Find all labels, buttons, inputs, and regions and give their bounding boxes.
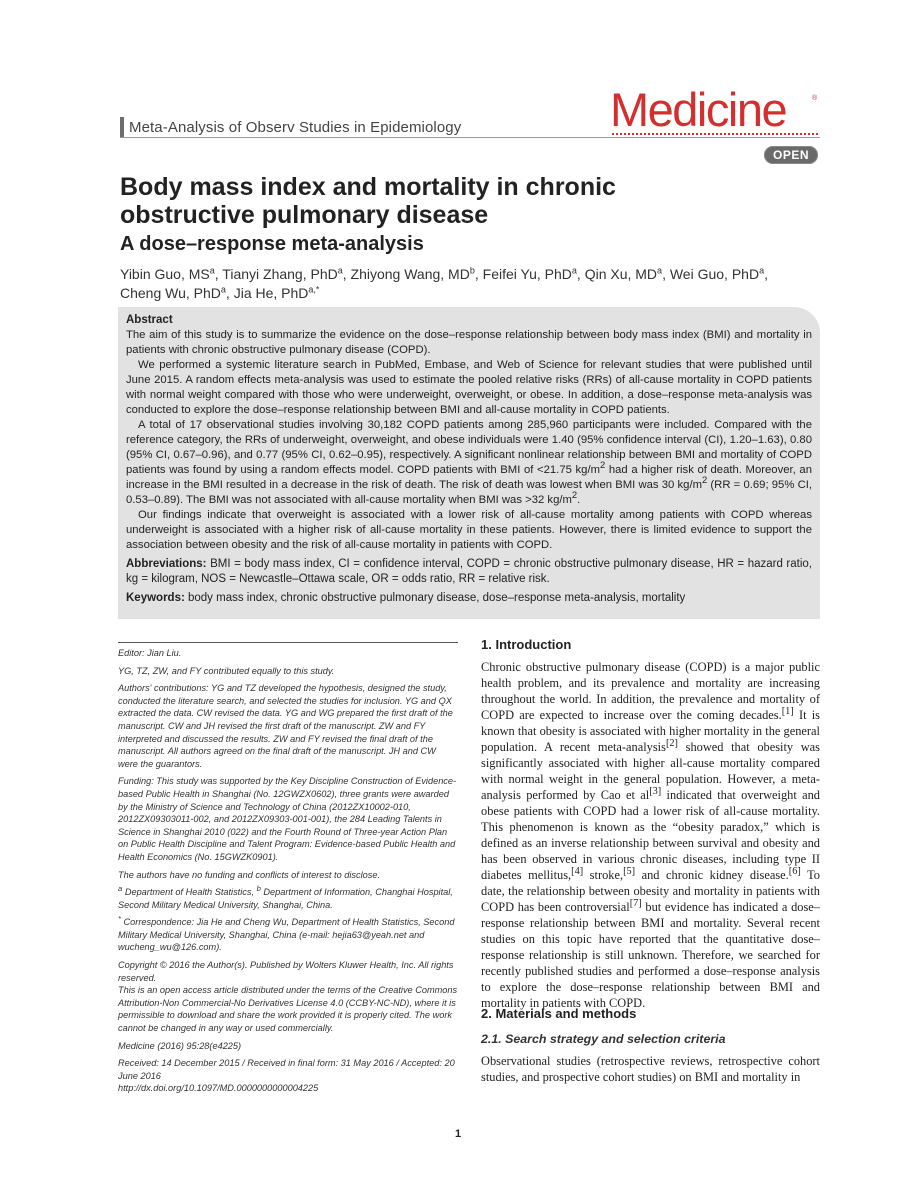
search-strategy-heading: 2.1. Search strategy and selection criteria xyxy=(481,1032,726,1046)
abstract-heading: Abstract xyxy=(126,314,173,326)
article-title: Body mass index and mortality in chronic obstructive pulmonary disease xyxy=(120,173,616,229)
author-affiliation-mark: b xyxy=(469,265,475,276)
author-name: Cheng Wu, PhD xyxy=(120,285,221,301)
author-name: Qin Xu, MD xyxy=(584,266,658,282)
author-affiliation-mark: a xyxy=(337,265,343,276)
abstract-paragraph-1: The aim of this study is to summarize the evidence on the dose–response relationship between body mass index (BMI) and mortality in patients with chronic obstructive pulmonary disease (COPD). xyxy=(126,329,812,356)
author-list: Yibin Guo, $MS^a$, Tianyi Zhang, PhD$^a$, Zhiyong Wang, $MD^b$, Feifei Yu, PhD$^a$, Qin Xu, $MD^a$, Wei Guo, PhD$^a$, Cheng Wu, PhD$^a$, Jia He, PhD$^{a,*}$ xyxy=(120,265,768,301)
author-name: Tianyi Zhang, PhD xyxy=(222,266,338,282)
introduction-heading: 1. Introduction xyxy=(481,637,572,652)
author-affiliation-mark: a xyxy=(209,265,215,276)
notes-rule xyxy=(118,642,458,643)
abstract-paragraph-4: Our findings indicate that overweight is associated with a lower risk of all-cause mortality among patients with COPD whereas underweight is associated with a higher risk of all-cause mortality in these patients. However, there is limited evidence to support the association between obesity and the risk of all-cause mortality in patients with COPD. xyxy=(126,509,812,551)
header-rule xyxy=(120,137,820,138)
abstract-paragraph-2: We performed a systemic literature search in PubMed, Embase, and Web of Science for relevant studies that were published until June 2015. A random effects meta-analysis was used to estimate the pooled relative risks (RRs) of all-cause mortality in COPD patients with normal weight compared with those who were underweight, overweight, or obese. In addition, a dose–response meta-analysis was conducted to explore the dose–response relationship between BMI and all-cause mortality in COPD patients. xyxy=(126,359,812,416)
citation-note: Medicine (2016) 95:28(e4225) xyxy=(118,1040,242,1051)
author-affiliation-mark: a xyxy=(657,265,663,276)
author-name: Yibin Guo, MS xyxy=(120,266,210,282)
methods-heading: 2. Materials and methods xyxy=(481,1006,637,1021)
methods-text: Observational studies (retrospective reviews, retrospective cohort studies, and prospective cohort studies) on BMI and mortality in xyxy=(481,1054,820,1084)
doi-link[interactable]: http://dx.doi.org/10.1097/MD.0000000000004225 xyxy=(118,1083,319,1094)
editor-note: Editor: Jian Liu. xyxy=(118,648,182,658)
abstract-paragraph-3: A total of 17 observational studies involving 30,182 COPD patients among 285,960 participants were included. Compared with the reference category, the RRs of underweight, overweight, and obese individuals were 1.40 (95% confidence interval (CI), 1.20–1.63), 0.80 (95% CI, 0.67–0.96), and 0.77 (95% CI, 0.62–0.95), respectively. A significant nonlinear relationship between BMI and mortality of COPD patients was found by using a random effects model. COPD patients with BMI of <21.75 $kg/m^2$ had a higher risk of death. Moreover, an increase in the BMI resulted in a decrease in the risk of death. The risk of death was lowest when BMI was 30 $kg/m^2$ (RR = 0.69; 95% CI, 0.53–0.89). The BMI was not associated with all-cause mortality when BMI was >32 $kg/m^2$. xyxy=(126,419,812,506)
license-note: This is an open access article distributed under the terms of the Creative Commons Attribution-Non Commercial-No Derivatives License 4.0 (CCBY-NC-ND), where it is permissible to download and share the work provided it is properly cited. The work cannot be changed in any way or used commercially. xyxy=(118,985,458,1034)
open-access-badge: OPEN xyxy=(764,146,818,164)
article-subtitle: A dose–response meta-analysis xyxy=(120,233,424,255)
introduction-text: Chronic obstructive pulmonary disease (COPD) is a major public health problem, and its prevalence and mortality are increasing throughout the world. In addition, the prevalence and mortality of COPD are expected to increase over the coming decades.[1] It is known that obesity is associated with higher mortality in the general population. A recent meta-analysis[2] showed that obesity was significantly associated with higher all-cause mortality compared with normal weight in the general population. However, a meta-analysis performed by Cao et al[3] indicated that overweight and obese patients with COPD had a lower risk of all-cause mortality. This phenomenon is known as the “obesity paradox,” which is defined as an inverse relationship between survival and obesity and has been observed in various chronic diseases, including type II diabetes mellitus,[4] stroke,[5] and chronic kidney disease.[6] To date, the relationship between obesity and mortality in patients with COPD has been controversial[7] but evidence has indicated a dose–response relationship between BMI and mortality. Several recent studies on this topic have reported that the quantitative dose–response relationship is still unknown. Therefore, we searched for recently published studies and performed a dose–response analysis to explore the dose–response relationship between BMI and mortality in patients with COPD. xyxy=(481,660,821,1010)
received-note: Received: 14 December 2015 / Received in final form: 31 May 2016 / Accepted: 20 June 2016 xyxy=(118,1058,455,1081)
abstract xyxy=(126,313,812,606)
funding-note: Funding: This study was supported by the Key Discipline Construction of Evidence-based Public Health in Shanghai (No. 12GWZX0602), three grants were awarded by the Ministry of Science and Technology of China (2012ZX10002-010, 2012ZX09303011-002, and 2012ZX09303-001-001), the 284 Leading Talents in Science in Shanghai 2010 (022) and the Fourth Round of Three-year Action Plan on Public Health Discipline and Talent Program: Evidence-based Public Health and Health Economics (No. 15GWZK0901). xyxy=(118,776,457,862)
journal-logo: Medicine xyxy=(610,83,787,136)
author-affiliation-mark: a,* xyxy=(308,284,320,295)
author-name: Zhiyong Wang, MD xyxy=(350,266,470,282)
keywords: Keywords: body mass index, chronic obstructive pulmonary disease, dose–response meta-analysis, mortality xyxy=(126,592,686,604)
author-affiliation-mark: a xyxy=(220,284,226,295)
author-affiliation-mark: a xyxy=(571,265,577,276)
correspondence-note: * Correspondence: Jia He and Cheng Wu, Department of Health Statistics, Second Military Medical University, Shanghai, China (e-mail: hejia63@yeah.net and wucheng_wu@126.com). xyxy=(118,914,455,953)
author-name: Wei Guo, PhD xyxy=(669,266,760,282)
section-label: Meta-Analysis of Observ Studies in Epidemiology xyxy=(129,119,462,136)
logo-registered-mark: ® xyxy=(812,95,818,102)
copyright-note: Copyright © 2016 the Author(s). Published by Wolters Kluwer Health, Inc. All rights reserved. xyxy=(118,960,454,983)
logo-dotted-rule xyxy=(612,133,818,135)
page-number: 1 xyxy=(455,1128,462,1140)
equal-contribution-note: YG, TZ, ZW, and FY contributed equally to this study. xyxy=(118,665,335,676)
section-bar xyxy=(120,117,124,137)
conflicts-note: The authors have no funding and conflicts of interest to disclose. xyxy=(118,869,381,880)
article-notes xyxy=(118,647,458,1100)
abbreviations: Abbreviations: BMI = body mass index, CI = confidence interval, COPD = chronic obstructive pulmonary disease, HR = hazard ratio, kg = kilogram, NOS = Newcastle–Ottawa scale, OR = odds ratio, RR = relative risk. xyxy=(126,558,812,585)
affiliations-note: $^a$ Department of Health Statistics, $^b$ Department of Information, Changhai Hospital, Second Military Medical University, Shanghai, China. xyxy=(118,884,453,910)
author-name: Jia He, PhD xyxy=(233,285,309,301)
author-name: Feifei Yu, PhD xyxy=(482,266,572,282)
author-affiliation-mark: a xyxy=(759,265,765,276)
contributions-note: Authors' contributions: YG and TZ developed the hypothesis, designed the study, conducted the literature search, and selected the studies for inclusion. YG and QX extracted the data. CW revised the data. YG and WG prepared the first draft of the manuscript. CW and JH revised the first draft of the manuscript. ZW and FY interpreted and discussed the results. ZW and FY revised the final draft of the manuscript. All authors agreed on the final draft of the manuscript. JH and CW were the guarantors. xyxy=(118,683,453,769)
